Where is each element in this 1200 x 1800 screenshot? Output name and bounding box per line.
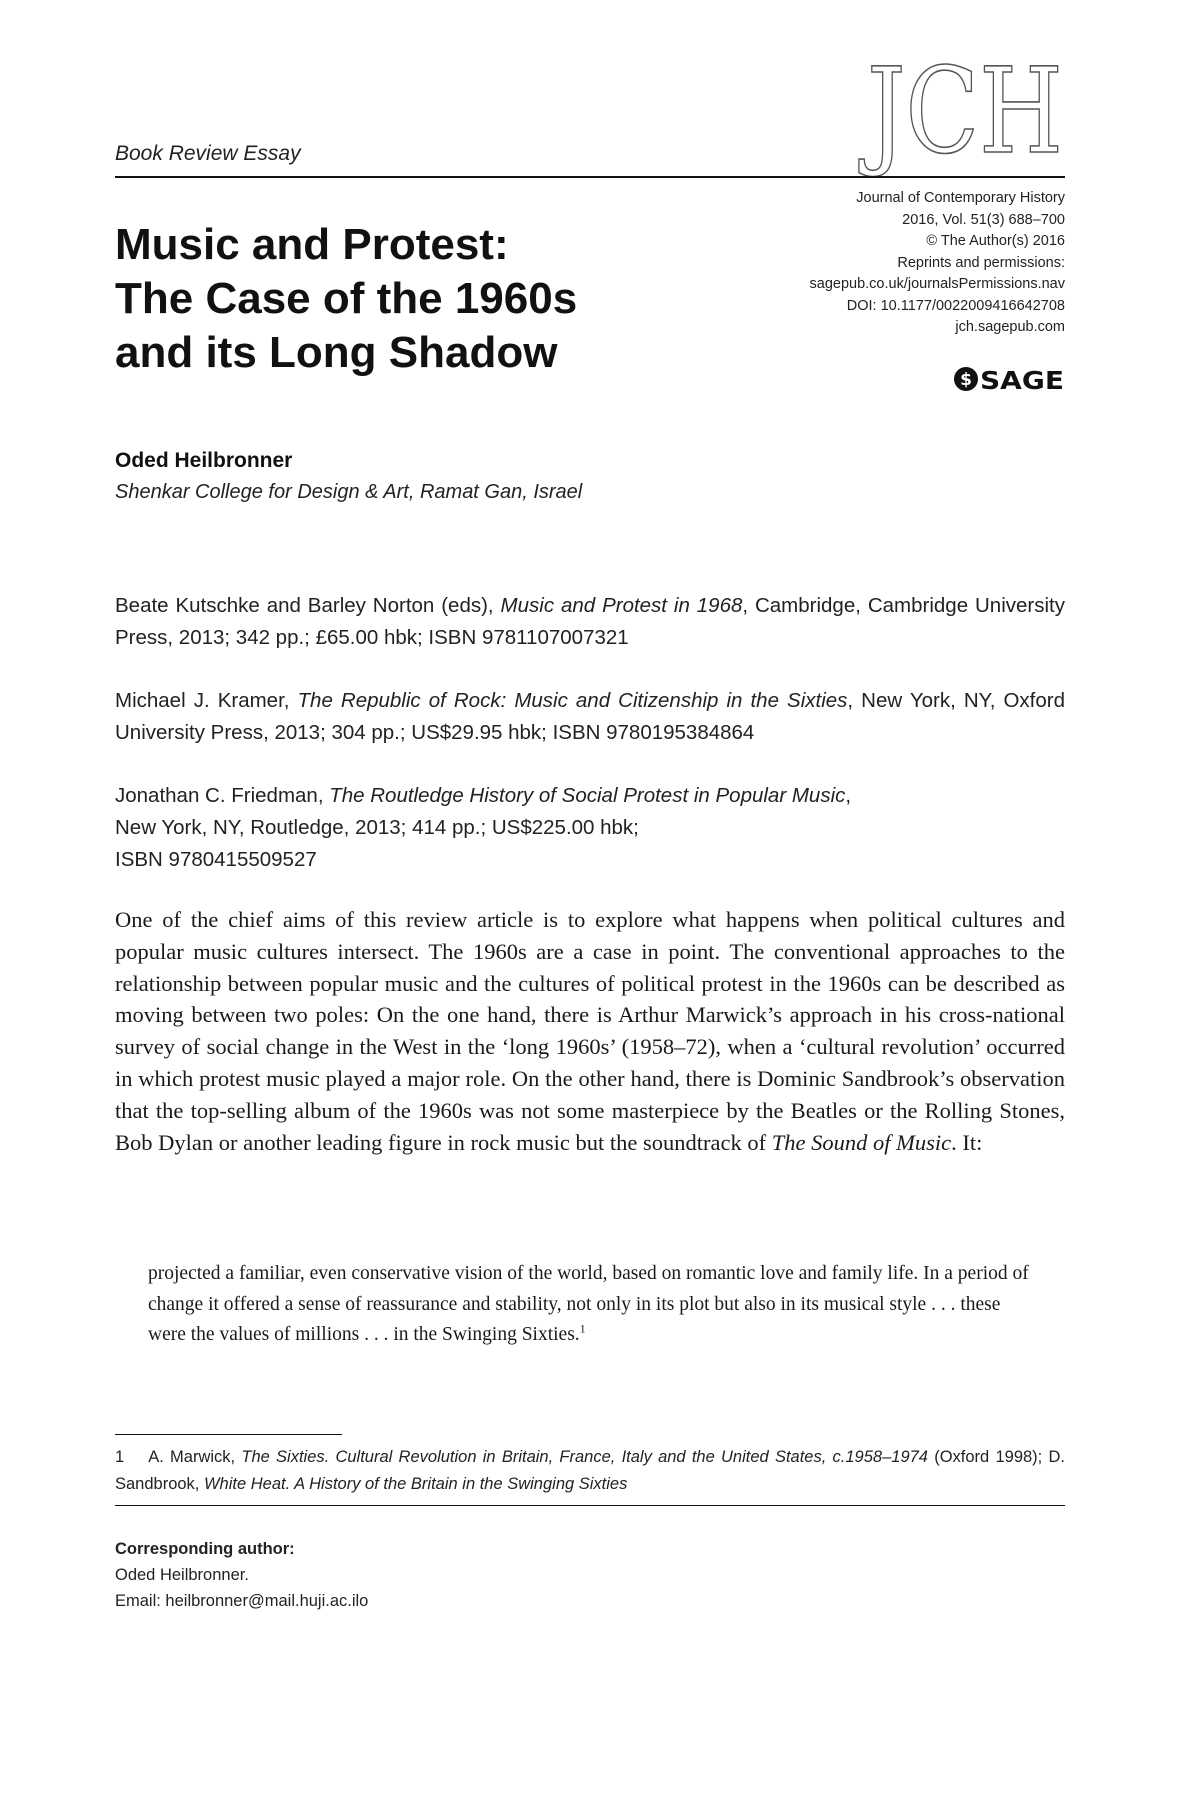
- book-details: ,: [845, 784, 852, 807]
- book-citation: [115, 685, 1065, 749]
- book-details: New York, NY, Routledge, 2013; 414 pp.; US$225.00 hbk;: [115, 816, 639, 839]
- corresponding-name: Oded Heilbronner.: [115, 1566, 249, 1584]
- journal-info-line: 2016, Vol. 51(3) 688–700: [902, 211, 1065, 228]
- book-title: The Republic of Rock: Music and Citizenship in the Sixties: [297, 689, 848, 712]
- footer-rule: [115, 1505, 1065, 1506]
- journal-info: [705, 188, 1065, 339]
- corresponding-author: [115, 1536, 715, 1614]
- footnote-reference[interactable]: 1: [579, 1321, 586, 1336]
- title-line: The Case of the 1960s: [115, 274, 578, 323]
- quote-text: projected a familiar, even conservative vision of the world, based on romantic love and family life. In a period of change it offered a sense of reassurance and stability, not only in its plot but also in its musical style . . . these were the values of millions . . . in the Swinging Sixties.: [148, 1263, 1029, 1345]
- journal-info-line: Journal of Contemporary History: [856, 190, 1065, 206]
- book-details: , New York, NY, Oxford University Press, 2013; 304 pp.; US$29.95 hbk; ISBN 9780195384864: [115, 689, 1065, 744]
- article-title: [115, 218, 735, 380]
- sage-logo-text: SAGE: [980, 366, 1064, 395]
- body-text: One of the chief aims of this review article is to explore what happens when political cultures and popular music cultures intersect. The 1960s are a case in point. The conventional approaches to the relationship between popular music and the cultures of political protest in the 1960s can be described as moving between two poles: On the one hand, there is Arthur Marwick’s approach in his cross-national survey of social change in the West in the ‘long 1960s’ (1958–72), when a ‘cultural revolution’ occurred in which protest music played a major role. On the other hand, there is Dominic Sandbrook’s observation that the top-selling album of the 1960s was not some masterpiece by the Beatles or the Rolling Stones, Bob Dylan or another leading figure in rock music but the soundtrack of: [115, 907, 1065, 1155]
- body-text: . It:: [951, 1129, 983, 1155]
- footnote-title: White Heat. A History of the Britain in the Swinging Sixties: [203, 1475, 628, 1493]
- book-author: Michael J. Kramer,: [115, 689, 298, 712]
- journal-logo: [858, 42, 1065, 180]
- footnote-text: (Oxford 1998); D. Sandbrook,: [115, 1448, 1065, 1493]
- journal-info-line: Reprints and permissions:: [897, 254, 1065, 271]
- corresponding-label: Corresponding author:: [115, 1540, 295, 1558]
- book-title: Music and Protest in 1968: [500, 594, 743, 617]
- footnote-number: 1: [115, 1448, 125, 1466]
- journal-info-line: jch.sagepub.com: [955, 319, 1065, 335]
- journal-info-line: sagepub.co.uk/journalsPermissions.nav: [809, 276, 1065, 292]
- book-author: Jonathan C. Friedman,: [115, 784, 330, 807]
- book-citation: [115, 780, 1065, 876]
- author-name: Oded Heilbronner: [115, 449, 293, 472]
- footnote-rule: [115, 1434, 342, 1435]
- title-line: and its Long Shadow: [115, 328, 558, 377]
- svg-text:$: $: [960, 370, 972, 390]
- journal-info-line: © The Author(s) 2016: [926, 233, 1065, 249]
- corresponding-email[interactable]: Email: heilbronner@mail.huji.ac.ilo: [115, 1592, 369, 1610]
- title-line: Music and Protest:: [115, 220, 509, 269]
- journal-logo-text: JCH: [858, 42, 1063, 180]
- book-details: , Cambridge, Cambridge University Press, 2013; 342 pp.; £65.00 hbk; ISBN 9781107007321: [115, 594, 1065, 649]
- journal-info-line: DOI: 10.1177/0022009416642708: [846, 297, 1065, 314]
- book-details: ISBN 9780415509527: [115, 848, 317, 871]
- body-text-italic: The Sound of Music: [771, 1129, 952, 1155]
- book-citation: [115, 590, 1065, 654]
- header-rule: [115, 176, 1065, 178]
- footnote-text: A. Marwick,: [148, 1448, 242, 1466]
- footnote: [115, 1444, 1065, 1498]
- body-paragraph: [115, 904, 1065, 1158]
- sage-logo: [953, 364, 1065, 394]
- section-label: Book Review Essay: [115, 142, 301, 165]
- footnote-title: The Sixties. Cultural Revolution in Britain, France, Italy and the United States, c.1958–1974: [241, 1448, 928, 1466]
- author-affiliation: Shenkar College for Design & Art, Ramat Gan, Israel: [115, 481, 583, 503]
- book-author: Beate Kutschke and Barley Norton (eds),: [115, 594, 501, 617]
- book-title: The Routledge History of Social Protest in Popular Music: [329, 784, 846, 807]
- reviewed-books: [115, 590, 1065, 907]
- block-quote: [148, 1259, 1033, 1351]
